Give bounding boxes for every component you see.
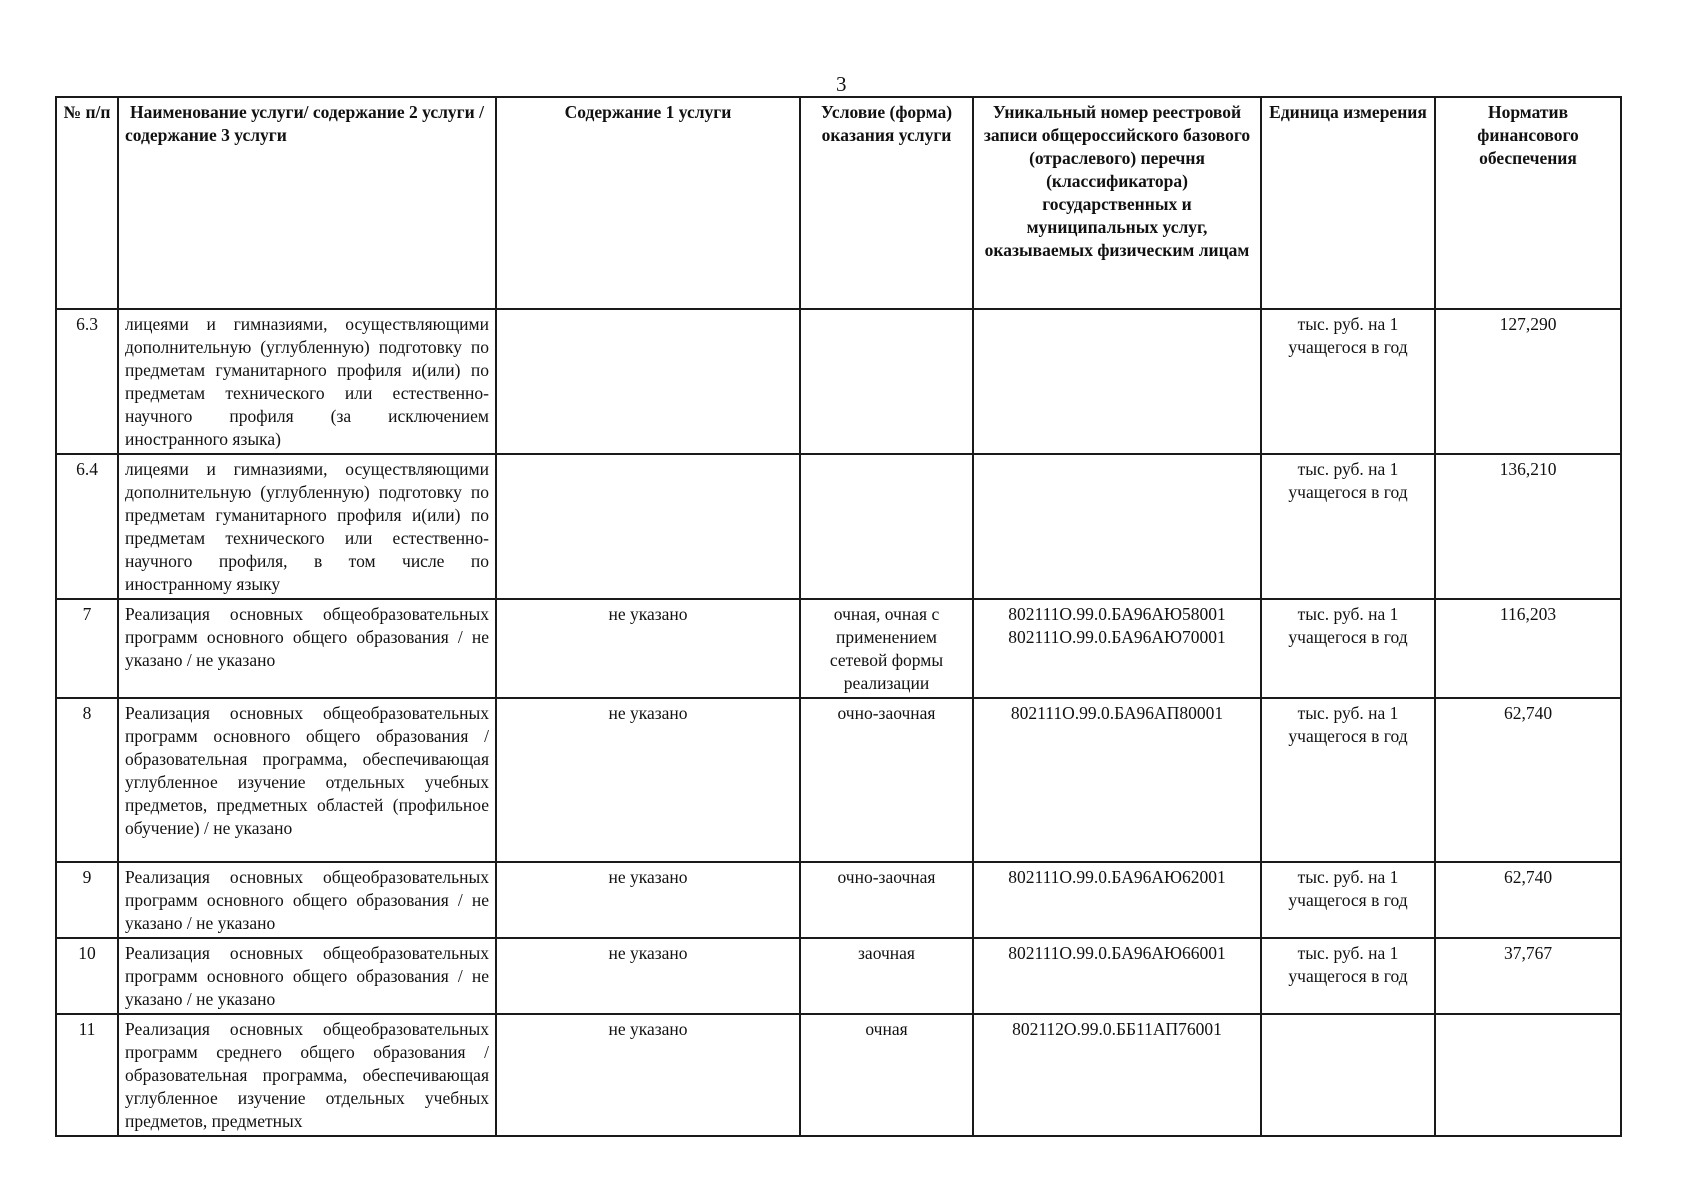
registry-number: 802111О.99.0.БА96АЮ62001 bbox=[1008, 867, 1226, 887]
registry-number: 802111О.99.0.БА96АЮ58001 bbox=[1008, 604, 1226, 624]
financing-norm: 62,740 bbox=[1435, 862, 1621, 938]
unit-of-measure: тыс. руб. на 1 учащегося в год bbox=[1261, 599, 1435, 698]
service-name: Реализация основных общеобразовательных программ основного общего образования / не указано / не указано bbox=[118, 862, 496, 938]
table-row bbox=[56, 599, 1621, 698]
service-condition bbox=[800, 309, 973, 454]
financing-norm: 37,767 bbox=[1435, 938, 1621, 1014]
service-condition: очно-заочная bbox=[800, 698, 973, 862]
registry-number: 802111О.99.0.БА96АЮ70001 bbox=[1008, 627, 1226, 647]
service-condition: очная bbox=[800, 1014, 973, 1136]
table-row bbox=[56, 938, 1621, 1014]
services-norms-table bbox=[55, 96, 1622, 1137]
unit-of-measure: тыс. руб. на 1 учащегося в год bbox=[1261, 309, 1435, 454]
header-content: Содержание 1 услуги bbox=[496, 97, 800, 309]
service-name: лицеями и гимназиями, осуществляющими дополнительную (углубленную) подготовку по предметам гуманитарного профиля и(или) по предметам технического или естественно-научного профиля (за исключением иностранного языка) bbox=[118, 309, 496, 454]
service-name: лицеями и гимназиями, осуществляющими дополнительную (углубленную) подготовку по предметам гуманитарного профиля и(или) по предметам технического или естественно-научного профиля, в том числе по иностранному языку bbox=[118, 454, 496, 599]
page-number: 3 bbox=[836, 72, 847, 96]
service-content: не указано bbox=[496, 862, 800, 938]
row-number: 7 bbox=[56, 599, 118, 698]
financing-norm: 136,210 bbox=[1435, 454, 1621, 599]
unit-of-measure bbox=[1261, 1014, 1435, 1136]
registry-number-cell bbox=[973, 454, 1261, 599]
header-condition: Условие (форма) оказания услуги bbox=[800, 97, 973, 309]
registry-number-cell bbox=[973, 938, 1261, 1014]
header-num: № п/п bbox=[56, 97, 118, 309]
table-row bbox=[56, 698, 1621, 862]
unit-of-measure: тыс. руб. на 1 учащегося в год bbox=[1261, 698, 1435, 862]
unit-of-measure: тыс. руб. на 1 учащегося в год bbox=[1261, 938, 1435, 1014]
financing-norm: 62,740 bbox=[1435, 698, 1621, 862]
registry-number-cell bbox=[973, 698, 1261, 862]
service-content: не указано bbox=[496, 938, 800, 1014]
table-row bbox=[56, 454, 1621, 599]
row-number: 6.4 bbox=[56, 454, 118, 599]
service-condition: очно-заочная bbox=[800, 862, 973, 938]
service-condition: заочная bbox=[800, 938, 973, 1014]
service-content bbox=[496, 309, 800, 454]
service-condition: очная, очная с применением сетевой формы реализации bbox=[800, 599, 973, 698]
header-registry-number: Уникальный номер реестровой записи общероссийского базового (отраслевого) перечня (классификатора) государственных и муниципальных услуг, оказываемых физическим лицам bbox=[973, 97, 1261, 309]
table-row bbox=[56, 862, 1621, 938]
service-condition bbox=[800, 454, 973, 599]
service-name: Реализация основных общеобразовательных программ основного общего образования / образовательная программа, обеспечивающая углубленное изучение отдельных учебных предметов, предметных областей (профильное обучение) / не указано bbox=[118, 698, 496, 862]
registry-number: 802112О.99.0.ББ11АП76001 bbox=[1012, 1019, 1222, 1039]
header-norm: Норматив финансового обеспечения bbox=[1435, 97, 1621, 309]
registry-number-cell bbox=[973, 309, 1261, 454]
financing-norm: 116,203 bbox=[1435, 599, 1621, 698]
service-name: Реализация основных общеобразовательных программ среднего общего образования / образовательная программа, обеспечивающая углубленное изучение отдельных учебных предметов, предметных bbox=[118, 1014, 496, 1136]
registry-number: 802111О.99.0.БА96АП80001 bbox=[1010, 703, 1224, 723]
unit-of-measure: тыс. руб. на 1 учащегося в год bbox=[1261, 862, 1435, 938]
registry-number-cell bbox=[973, 1014, 1261, 1136]
row-number: 9 bbox=[56, 862, 118, 938]
row-number: 10 bbox=[56, 938, 118, 1014]
service-name: Реализация основных общеобразовательных программ основного общего образования / не указано / не указано bbox=[118, 599, 496, 698]
row-number: 11 bbox=[56, 1014, 118, 1136]
unit-of-measure: тыс. руб. на 1 учащегося в год bbox=[1261, 454, 1435, 599]
financing-norm: 127,290 bbox=[1435, 309, 1621, 454]
table-row bbox=[56, 1014, 1621, 1136]
table-row bbox=[56, 309, 1621, 454]
registry-number: 802111О.99.0.БА96АЮ66001 bbox=[1008, 943, 1226, 963]
service-content: не указано bbox=[496, 698, 800, 862]
header-service-name: Наименование услуги/ содержание 2 услуги / содержание 3 услуги bbox=[118, 97, 496, 309]
service-content: не указано bbox=[496, 1014, 800, 1136]
service-content bbox=[496, 454, 800, 599]
row-number: 8 bbox=[56, 698, 118, 862]
header-unit: Единица измерения bbox=[1261, 97, 1435, 309]
registry-number-cell bbox=[973, 862, 1261, 938]
row-number: 6.3 bbox=[56, 309, 118, 454]
table-header-row bbox=[56, 97, 1621, 309]
registry-number-cell bbox=[973, 599, 1261, 698]
service-name: Реализация основных общеобразовательных программ основного общего образования / не указано / не указано bbox=[118, 938, 496, 1014]
service-content: не указано bbox=[496, 599, 800, 698]
financing-norm bbox=[1435, 1014, 1621, 1136]
